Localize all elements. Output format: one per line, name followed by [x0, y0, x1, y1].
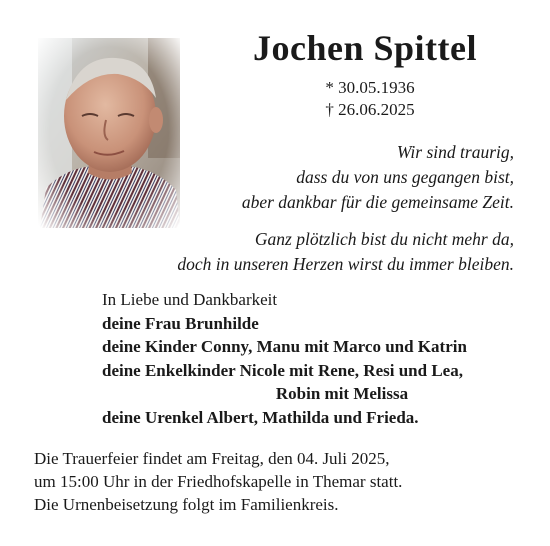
life-dates	[300, 77, 440, 121]
verse-line: dass du von uns gegangen bist,	[296, 167, 514, 187]
notice-line: Die Trauerfeier findet am Freitag, den 04. Juli 2025,	[34, 449, 390, 468]
mourners-list	[102, 288, 522, 429]
notice-line: um 15:00 Uhr in der Friedhofskapelle in Themar statt.	[34, 472, 403, 491]
verse-sad	[114, 140, 514, 215]
verse-hearts	[114, 227, 514, 277]
mourner-line: deine Kinder Conny, Manu mit Marco und Katrin	[102, 337, 467, 356]
verse-line: aber dankbar für die gemeinsame Zeit.	[241, 192, 514, 212]
death-date: † 26.06.2025	[325, 100, 415, 119]
birth-date: * 30.05.1936	[325, 78, 415, 97]
verse-line: Wir sind traurig,	[396, 142, 514, 162]
mourner-line: deine Frau Brunhilde	[102, 313, 259, 333]
mourner-line: Robin mit Melissa	[275, 384, 409, 403]
verse-line: Ganz plötzlich bist du nicht mehr da,	[254, 229, 514, 249]
deceased-name: Jochen Spittel	[252, 28, 477, 68]
notice-line: Die Urnenbeisetzung folgt im Familienkreis.	[34, 495, 339, 514]
funeral-notice	[34, 447, 524, 516]
mourner-line: deine Urenkel Albert, Mathilda und Frieda.	[102, 407, 419, 427]
mourner-line: deine Enkelkinder Nicole mit Rene, Resi und Lea,	[102, 360, 463, 380]
mourners-intro: In Liebe und Dankbarkeit	[102, 290, 278, 309]
verse-line: doch in unseren Herzen wirst du immer bleiben.	[177, 254, 514, 274]
